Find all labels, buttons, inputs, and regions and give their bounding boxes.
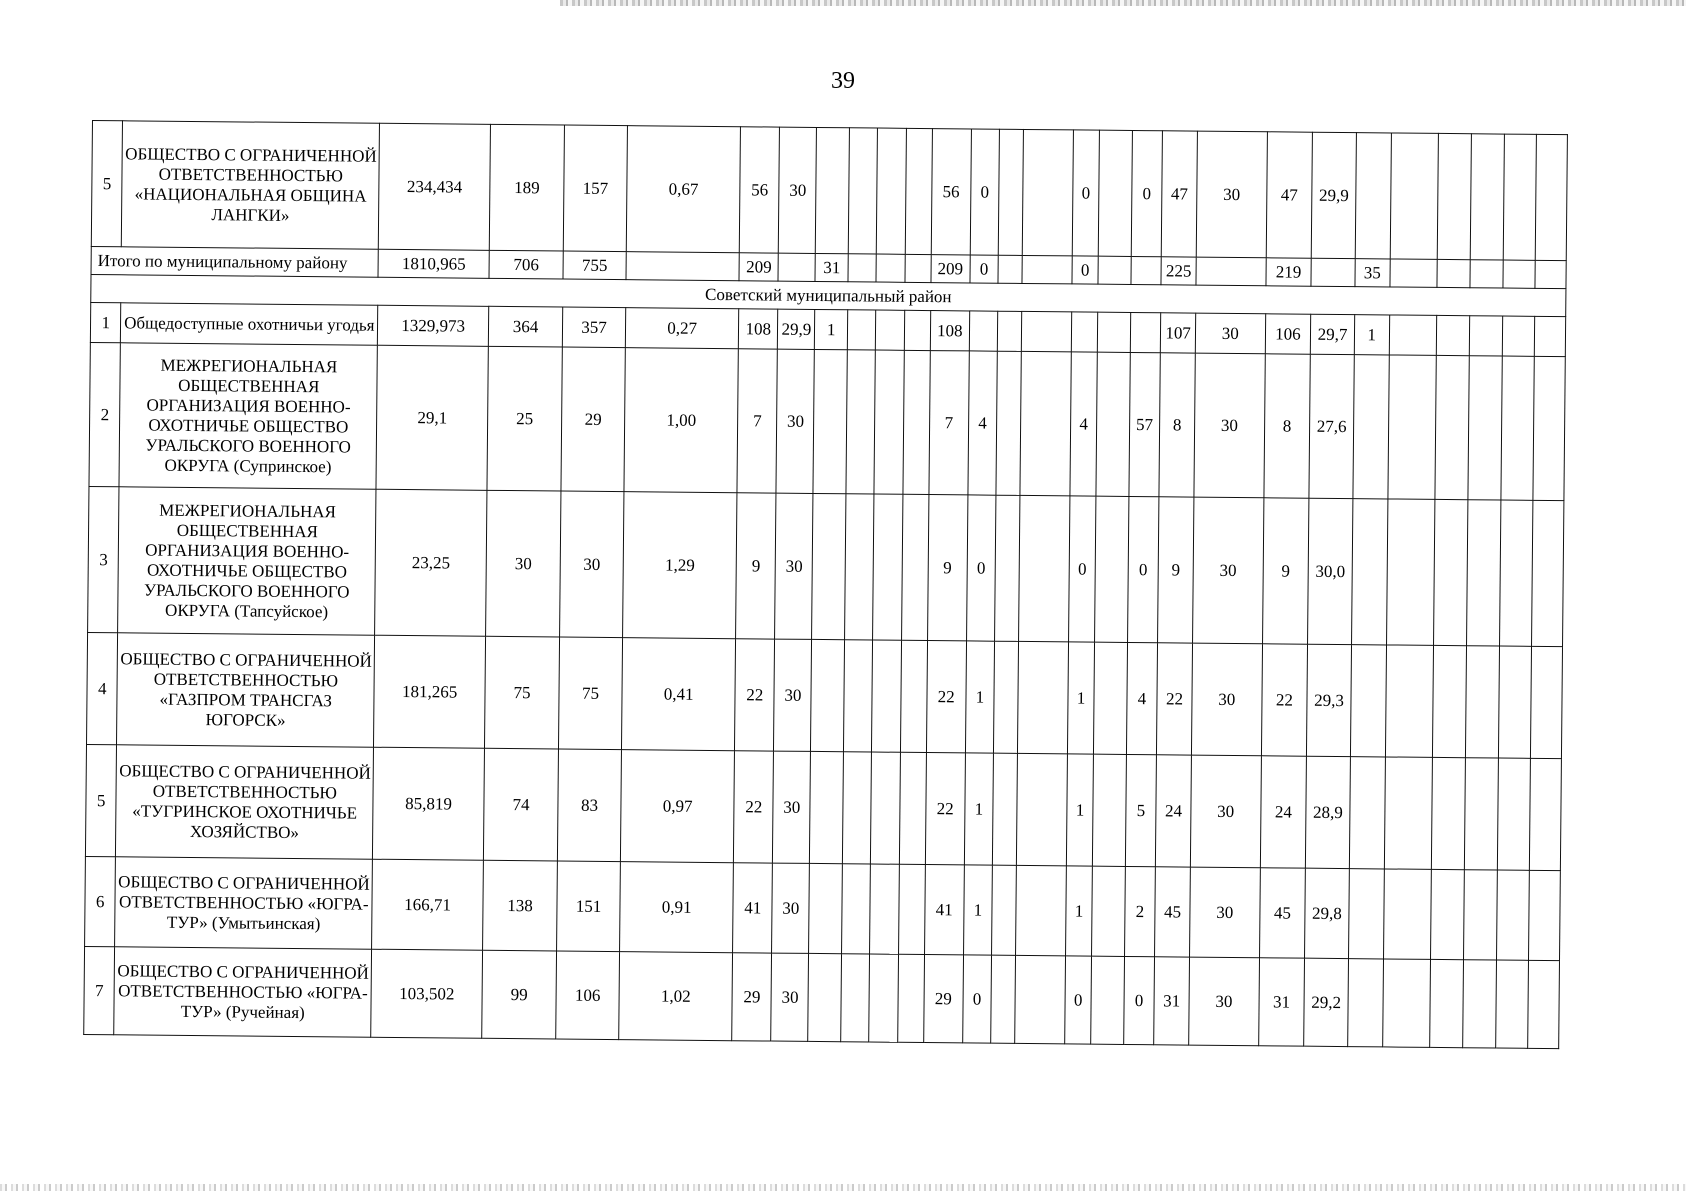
value-cell: 29,9 [778, 309, 815, 349]
value-cell [997, 311, 1021, 351]
value-cell [998, 129, 1023, 255]
value-cell [1351, 499, 1387, 645]
value-cell: 57 [1129, 352, 1161, 496]
value-cell [1017, 641, 1068, 753]
value-cell [969, 311, 998, 351]
value-cell [1435, 355, 1469, 499]
row-number: 5 [91, 121, 123, 247]
value-cell: 364 [488, 306, 562, 347]
value-cell [874, 350, 904, 494]
value-cell: 28,9 [1306, 756, 1351, 868]
value-cell: 0 [1065, 956, 1092, 1044]
value-cell: 29,7 [1311, 314, 1355, 354]
value-cell [876, 254, 905, 282]
value-cell: 29,2 [1304, 958, 1348, 1046]
value-cell: 85,819 [373, 747, 485, 860]
value-cell [811, 639, 845, 751]
value-cell: 30 [779, 127, 817, 253]
value-cell: 1 [1066, 754, 1093, 866]
value-cell: 151 [557, 861, 621, 952]
value-cell: 22 [926, 641, 966, 753]
value-cell [1533, 356, 1565, 500]
scan-artifact-bottom [0, 1184, 1686, 1191]
value-cell [1349, 757, 1385, 869]
value-cell: 1810,965 [378, 249, 489, 278]
value-cell [1528, 960, 1560, 1048]
value-cell: 706 [489, 250, 563, 279]
value-cell: 1 [964, 753, 993, 865]
value-cell [998, 255, 1022, 283]
value-cell: 30 [1190, 755, 1261, 868]
value-cell [1388, 355, 1437, 499]
value-cell: 31 [1154, 957, 1190, 1045]
row-number: 4 [87, 632, 119, 744]
value-cell: 0,91 [620, 862, 734, 953]
value-cell [1353, 355, 1389, 499]
value-cell: 209 [931, 255, 970, 283]
value-cell [1098, 256, 1131, 284]
value-cell: 357 [562, 307, 625, 348]
value-cell: 9 [927, 495, 968, 641]
table-row [85, 744, 1561, 870]
value-cell: 30 [773, 751, 811, 863]
value-cell [1130, 312, 1161, 352]
value-cell: 45 [1259, 868, 1306, 958]
value-cell [1503, 260, 1536, 288]
value-cell [870, 864, 899, 954]
value-cell [1535, 316, 1566, 356]
value-cell [1022, 129, 1073, 255]
value-cell [848, 128, 877, 254]
value-cell [626, 252, 739, 281]
value-cell [847, 310, 876, 350]
row-number: 5 [85, 744, 117, 856]
value-cell [1094, 642, 1128, 754]
value-cell: 2 [1124, 866, 1155, 956]
table-row [88, 486, 1564, 646]
value-cell: 41 [733, 863, 773, 953]
value-cell [1503, 134, 1537, 260]
value-cell [996, 351, 1021, 495]
value-cell [900, 640, 927, 752]
value-cell [1384, 757, 1433, 869]
value-cell: 0,67 [626, 126, 740, 253]
scan-artifact-top [560, 0, 1686, 6]
value-cell [809, 863, 842, 953]
value-cell: 47 [1161, 131, 1197, 257]
value-cell: 30 [776, 349, 814, 493]
page-number: 39 [831, 68, 855, 94]
value-cell [1383, 869, 1432, 959]
value-cell [1470, 260, 1503, 288]
row-number: 2 [89, 342, 121, 486]
value-cell [813, 349, 847, 493]
value-cell [842, 864, 871, 954]
value-cell [905, 254, 931, 282]
value-cell [841, 954, 870, 1042]
value-cell: 103,502 [371, 949, 483, 1038]
value-cell: 1 [963, 865, 992, 955]
value-cell: 0,27 [625, 308, 739, 349]
value-cell [1437, 315, 1470, 355]
table-row [89, 342, 1565, 500]
value-cell: 30 [1189, 957, 1259, 1046]
value-cell [1022, 255, 1072, 283]
value-cell: 225 [1161, 257, 1196, 285]
value-cell: 0 [970, 255, 999, 283]
value-cell [1468, 356, 1502, 500]
value-cell: 9 [1158, 497, 1194, 643]
value-cell: 47 [1266, 132, 1313, 258]
value-cell [992, 865, 1017, 955]
value-cell [1016, 865, 1067, 955]
value-cell: 30 [1194, 353, 1265, 498]
value-cell: 41 [924, 865, 964, 955]
table-row [87, 632, 1563, 758]
value-cell: 1,02 [619, 952, 733, 1041]
value-cell: 106 [556, 951, 620, 1040]
row-number: 7 [84, 946, 115, 1034]
value-cell: 1 [965, 641, 994, 753]
section-title: Советский муниципальный район [91, 274, 1566, 316]
value-cell: 30 [486, 490, 561, 637]
value-cell [1095, 496, 1129, 642]
value-cell [1091, 956, 1124, 1044]
value-cell: 1 [1068, 642, 1095, 754]
value-cell [1466, 646, 1500, 758]
value-cell: 0 [1072, 130, 1099, 256]
value-cell: 4 [968, 351, 998, 495]
row-number: 6 [85, 856, 116, 946]
value-cell [991, 955, 1016, 1043]
value-cell: 30 [775, 493, 813, 639]
value-cell: 219 [1266, 258, 1312, 286]
value-cell [1531, 646, 1563, 758]
value-cell: 8 [1159, 353, 1195, 497]
value-cell [1470, 134, 1504, 260]
value-cell: 24 [1156, 755, 1192, 867]
value-cell: 0 [966, 495, 996, 641]
value-cell: 0,41 [622, 638, 736, 751]
value-cell: 25 [487, 346, 562, 491]
value-cell: 22 [1261, 644, 1308, 756]
value-cell [1131, 256, 1162, 284]
value-cell: 30 [774, 639, 812, 751]
value-cell: 23,25 [375, 489, 487, 636]
value-cell [1498, 646, 1532, 758]
value-cell [1437, 259, 1470, 287]
value-cell [1433, 645, 1467, 757]
value-cell: 75 [559, 637, 623, 750]
organization-name: МЕЖРЕГИОНАЛЬНАЯ ОБЩЕСТВЕННАЯ ОРГАНИЗАЦИЯ ВОЕННО-ОХОТНИЧЬЕ ОБЩЕСТВО УРАЛЬСКОГО ВОЕННОГО ОКРУГА (Супринское) [119, 343, 377, 489]
value-cell [1386, 499, 1435, 645]
value-cell: 29 [732, 953, 772, 1041]
value-cell: 0 [1131, 130, 1163, 256]
value-cell: 30 [771, 953, 809, 1041]
table-row [84, 946, 1560, 1048]
value-cell: 35 [1355, 259, 1390, 287]
value-cell: 7 [929, 351, 970, 495]
value-cell [905, 128, 932, 254]
value-cell [1467, 500, 1501, 646]
row-number: 1 [90, 302, 121, 342]
table-row [91, 121, 1567, 261]
value-cell [1499, 500, 1533, 646]
value-cell: 181,265 [374, 635, 486, 748]
value-cell [1092, 866, 1125, 956]
value-cell [1390, 133, 1439, 259]
value-cell: 9 [736, 493, 777, 639]
data-table-container [83, 120, 1568, 1049]
table-body [84, 121, 1568, 1049]
value-cell: 166,71 [372, 859, 484, 950]
value-cell [994, 641, 1019, 753]
value-cell [778, 253, 815, 281]
value-cell [1536, 134, 1568, 260]
value-cell [1430, 959, 1463, 1047]
value-cell: 108 [739, 309, 779, 349]
value-cell [1438, 133, 1472, 259]
value-cell: 7 [737, 349, 778, 493]
value-cell [1501, 356, 1535, 500]
value-cell [1098, 130, 1132, 256]
value-cell [1096, 352, 1130, 496]
value-cell [1431, 869, 1464, 959]
value-cell: 0 [1127, 496, 1159, 642]
value-cell [812, 493, 846, 639]
value-cell [877, 128, 906, 254]
value-cell: 209 [739, 253, 778, 281]
data-table [83, 120, 1568, 1049]
value-cell [1311, 258, 1355, 286]
value-cell [1196, 257, 1266, 286]
value-cell [995, 495, 1020, 641]
value-cell [1535, 260, 1566, 288]
value-cell: 108 [930, 311, 970, 351]
value-cell: 107 [1161, 313, 1196, 353]
value-cell [1530, 758, 1562, 870]
value-cell [1464, 758, 1498, 870]
value-cell: 30 [1193, 497, 1264, 644]
value-cell [1350, 645, 1386, 757]
organization-name: ОБЩЕСТВО С ОГРАНИЧЕННОЙ ОТВЕТСТВЕННОСТЬЮ «ГАЗПРОМ ТРАНСГАЗ ЮГОРСК» [117, 633, 375, 747]
value-cell [1355, 133, 1391, 259]
value-cell [843, 640, 872, 752]
value-cell [871, 752, 900, 864]
value-cell [1021, 311, 1071, 351]
value-cell: 1 [815, 309, 848, 349]
value-cell [1382, 959, 1431, 1047]
organization-name: ОБЩЕСТВО С ОГРАНИЧЕННОЙ ОТВЕТСТВЕННОСТЬЮ «ЮГРА-ТУР» (Ручейная) [114, 947, 372, 1037]
value-cell: 99 [482, 950, 557, 1039]
value-cell: 29 [561, 347, 625, 492]
value-cell: 9 [1262, 498, 1309, 644]
value-cell [845, 494, 875, 640]
value-cell: 29,8 [1305, 868, 1349, 958]
value-cell: 8 [1264, 354, 1311, 498]
value-cell: 27,6 [1309, 354, 1354, 498]
organization-name: МЕЖРЕГИОНАЛЬНАЯ ОБЩЕСТВЕННАЯ ОРГАНИЗАЦИЯ ВОЕННО-ОХОТНИЧЬЕ ОБЩЕСТВО УРАЛЬСКОГО ВОЕННОГО ОКРУГА (Тапсуйское) [118, 487, 376, 635]
value-cell: 24 [1260, 756, 1307, 868]
value-cell [1348, 869, 1384, 959]
value-cell: 29,3 [1307, 644, 1352, 756]
value-cell: 1 [1066, 866, 1093, 956]
value-cell [1502, 316, 1535, 356]
value-cell: 234,434 [378, 123, 490, 250]
value-cell [1496, 870, 1529, 960]
value-cell [1532, 500, 1564, 646]
total-label: Итого по муниципальному району [91, 246, 378, 277]
value-cell [899, 752, 926, 864]
value-cell [1020, 351, 1071, 495]
value-cell [848, 254, 877, 282]
value-cell [898, 864, 925, 954]
value-cell: 31 [815, 253, 848, 281]
value-cell: 22 [735, 639, 775, 751]
value-cell [1019, 495, 1070, 641]
value-cell: 31 [1258, 958, 1305, 1046]
value-cell [1434, 499, 1468, 645]
value-cell: 29,1 [376, 345, 488, 490]
value-cell: 1 [1354, 315, 1389, 355]
value-cell: 4 [1070, 352, 1097, 496]
value-cell: 5 [1125, 754, 1157, 866]
value-cell: 29,9 [1312, 132, 1357, 258]
value-cell [897, 954, 924, 1042]
value-cell [904, 310, 930, 350]
organization-name: ОБЩЕСТВО С ОГРАНИЧЕННОЙ ОТВЕТСТВЕННОСТЬЮ «ЮГРА-ТУР» (Умытьинская) [115, 857, 373, 949]
value-cell: 30 [772, 863, 810, 953]
value-cell: 29 [923, 955, 963, 1043]
value-cell [1015, 955, 1066, 1043]
table-row [85, 856, 1561, 960]
value-cell: 106 [1265, 314, 1311, 354]
value-cell: 56 [931, 129, 971, 255]
value-cell: 83 [557, 749, 621, 862]
value-cell: 22 [734, 751, 774, 863]
value-cell: 30 [1190, 867, 1260, 958]
value-cell [1071, 312, 1097, 352]
value-cell: 75 [485, 636, 560, 749]
value-cell [842, 752, 871, 864]
value-cell [808, 953, 841, 1041]
value-cell [903, 350, 930, 494]
value-cell [869, 954, 898, 1042]
organization-name: ОБЩЕСТВО С ОГРАНИЧЕННОЙ ОТВЕТСТВЕННОСТЬЮ «НАЦИОНАЛЬНАЯ ОБЩИНА ЛАНГКИ» [122, 121, 380, 249]
value-cell: 1329,973 [378, 305, 489, 346]
value-cell [1097, 312, 1130, 352]
value-cell: 0 [1069, 496, 1096, 642]
value-cell: 0 [1123, 956, 1154, 1044]
value-cell [1385, 645, 1434, 757]
value-cell: 1,29 [623, 492, 738, 639]
value-cell [873, 494, 903, 640]
value-cell [1495, 960, 1528, 1048]
value-cell: 0 [962, 955, 991, 1043]
value-cell [1347, 959, 1383, 1047]
value-cell [810, 751, 844, 863]
value-cell [1529, 870, 1561, 960]
organization-name: ОБЩЕСТВО С ОГРАНИЧЕННОЙ ОТВЕТСТВЕННОСТЬЮ «ТУГРИНСКОЕ ОХОТНИЧЬЕ ХОЗЯЙСТВО» [116, 745, 374, 859]
value-cell: 189 [489, 124, 564, 251]
value-cell: 22 [925, 753, 965, 865]
value-cell: 0,97 [621, 750, 735, 863]
value-cell: 45 [1155, 867, 1191, 957]
value-cell [1469, 316, 1502, 356]
value-cell [1497, 758, 1531, 870]
value-cell: 4 [1126, 642, 1158, 754]
value-cell: 74 [484, 748, 559, 861]
value-cell: 0 [1072, 256, 1098, 284]
value-cell [1093, 754, 1127, 866]
value-cell [846, 350, 876, 494]
value-cell: 138 [483, 860, 558, 951]
value-cell: 30,0 [1308, 498, 1353, 644]
value-cell [901, 494, 928, 640]
value-cell: 30 [1195, 313, 1265, 354]
value-cell [816, 127, 850, 253]
value-cell: 755 [563, 251, 626, 280]
value-cell: 157 [563, 125, 627, 252]
value-cell: 0 [970, 129, 999, 255]
value-cell [992, 753, 1017, 865]
row-number: 3 [88, 486, 120, 632]
value-cell: 30 [560, 491, 624, 638]
value-cell [1390, 259, 1438, 287]
value-cell [1389, 315, 1437, 355]
value-cell [1432, 757, 1466, 869]
value-cell: 1,00 [624, 348, 739, 493]
value-cell [876, 310, 905, 350]
value-cell [1463, 960, 1496, 1048]
value-cell [872, 640, 901, 752]
value-cell: 30 [1191, 643, 1262, 756]
value-cell: 56 [740, 127, 780, 253]
value-cell [1016, 753, 1067, 865]
value-cell [1464, 870, 1497, 960]
organization-name: Общедоступные охотничьи угодья [121, 303, 378, 345]
value-cell: 30 [1196, 131, 1267, 258]
value-cell: 22 [1157, 643, 1193, 755]
